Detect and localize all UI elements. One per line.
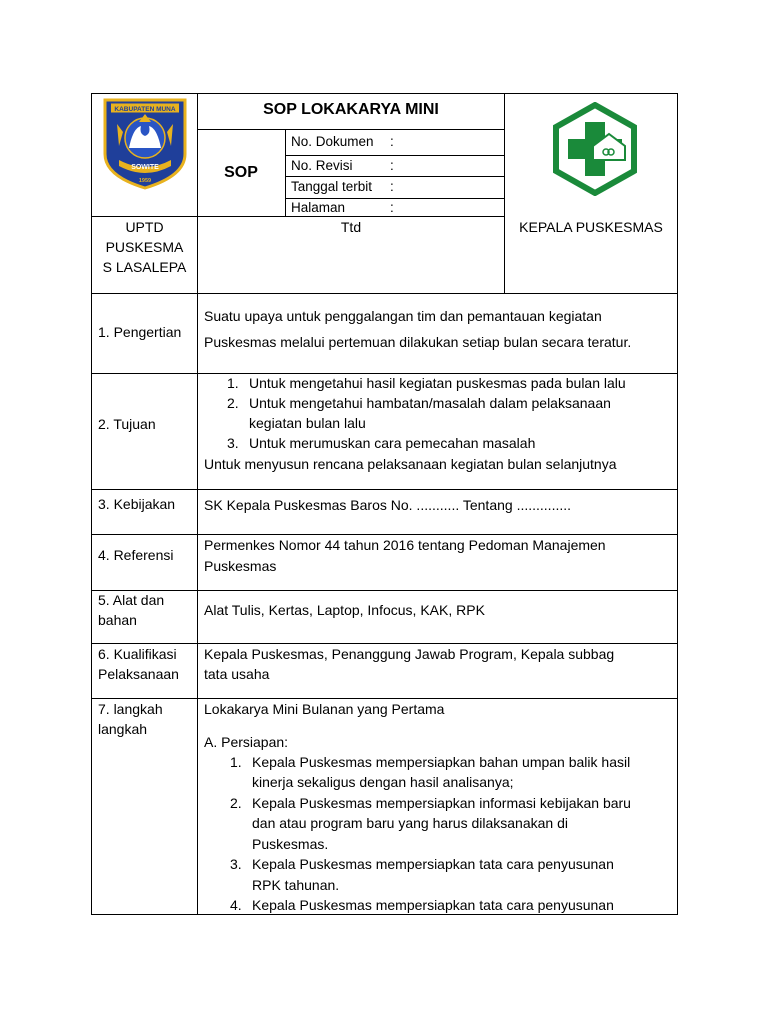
langkah-item: Kepala Puskesmas mempersiapkan tata cara penyusunan [252, 897, 614, 913]
puskesmas-logo [552, 102, 638, 196]
meta-label-no-dokumen: No. Dokumen [291, 134, 374, 149]
list-number: 1. [227, 375, 239, 391]
list-number: 2. [227, 395, 239, 411]
section-label-kualifikasi-cont: Pelaksanaan [98, 666, 179, 682]
column-divider-header-right [504, 93, 505, 293]
unit-line: UPTD [125, 219, 164, 235]
tujuan-item-cont: kegiatan bulan lalu [249, 415, 366, 431]
regency-crest-icon [99, 96, 191, 190]
langkah-item-cont: Puskesmas. [252, 836, 329, 852]
kebijakan-text: SK Kepala Puskesmas Baros No. ........... Tentang .............. [204, 497, 572, 513]
unit-line: S LASALEPA [102, 259, 187, 275]
section-label-langkah-cont: langkah [98, 721, 148, 737]
langkah-item-cont: RPK tahunan. [252, 877, 340, 893]
section-label-referensi: 4. Referensi [98, 547, 174, 563]
tujuan-item: Untuk mengetahui hambatan/masalah dalam pelaksanaan [249, 395, 611, 411]
tujuan-item: Untuk mengetahui hasil kegiatan puskesmas pada bulan lalu [249, 375, 626, 391]
section-label-alat-cont: bahan [98, 612, 137, 628]
row-divider [91, 293, 678, 294]
svg-text:SOWITE: SOWITE [131, 164, 159, 171]
langkah-item-cont: kinerja sekaligus dengan hasil analisanya; [252, 774, 514, 790]
list-number: 2. [230, 795, 242, 811]
langkah-item: Kepala Puskesmas mempersiapkan tata cara penyusunan [252, 856, 614, 872]
svg-text:KABUPATEN MUNA: KABUPATEN MUNA [114, 106, 176, 113]
langkah-item-cont: dan atau program baru yang harus dilaksanakan di [252, 815, 568, 831]
referensi-line: Permenkes Nomor 44 tahun 2016 tentang Pedoman Manajemen [204, 537, 606, 553]
section-label-kualifikasi: 6. Kualifikasi [98, 646, 177, 662]
kualifikasi-line: Kepala Puskesmas, Penanggung Jawab Program, Kepala subbag [204, 646, 615, 662]
unit-line: PUSKESMA [105, 239, 184, 255]
signature-label: Ttd [340, 219, 362, 235]
alat-text: Alat Tulis, Kertas, Laptop, Infocus, KAK, RPK [204, 602, 485, 618]
langkah-item: Kepala Puskesmas mempersiapkan informasi kebijakan baru [252, 795, 631, 811]
meta-separator: : [390, 134, 394, 149]
tujuan-extra: Untuk menyusun rencana pelaksanaan kegiatan bulan selanjutnya [204, 456, 617, 472]
meta-label-halaman: Halaman [291, 200, 346, 215]
meta-separator: : [390, 158, 394, 173]
langkah-intro: Lokakarya Mini Bulanan yang Pertama [204, 701, 445, 717]
header-title-divider [197, 129, 505, 130]
meta-label-tanggal-terbit: Tanggal terbit [291, 179, 373, 194]
kualifikasi-line: tata usaha [204, 666, 270, 682]
header-meta-divider [285, 129, 286, 217]
section-label-langkah: 7. langkah [98, 701, 163, 717]
section-label-kebijakan: 3. Kebijakan [98, 496, 176, 512]
section-label-alat: 5. Alat dan [98, 592, 165, 608]
pengertian-line: Suatu upaya untuk penggalangan tim dan pemantauan kegiatan [204, 308, 602, 324]
referensi-line: Puskesmas [204, 558, 277, 574]
meta-separator: : [390, 200, 394, 215]
list-number: 3. [227, 435, 239, 451]
list-number: 3. [230, 856, 242, 872]
kabupaten-muna-logo [99, 96, 191, 190]
sop-label: SOP [224, 164, 258, 181]
row-divider [91, 590, 678, 591]
row-divider [91, 489, 678, 490]
list-number: 4. [230, 897, 242, 913]
table-border-right [677, 93, 678, 915]
svg-text:1959: 1959 [138, 178, 152, 184]
meta-separator: : [390, 179, 394, 194]
signer-title: KEPALA PUSKESMAS [519, 219, 663, 235]
section-label-tujuan: 2. Tujuan [98, 416, 156, 432]
health-cross-icon [552, 102, 638, 196]
pengertian-line: Puskesmas melalui pertemuan dilakukan setiap bulan secara teratur. [204, 334, 632, 350]
list-number: 1. [230, 754, 242, 770]
section-label-pengertian: 1. Pengertian [98, 324, 182, 340]
langkah-subtitle: A. Persiapan: [204, 734, 289, 750]
langkah-item: Kepala Puskesmas mempersiapkan bahan umpan balik hasil [252, 754, 631, 770]
table-border-top [91, 93, 678, 94]
document-title: SOP LOKAKARYA MINI [263, 101, 439, 118]
tujuan-item: Untuk merumuskan cara pemecahan masalah [249, 435, 536, 451]
meta-label-no-revisi: No. Revisi [291, 158, 353, 173]
